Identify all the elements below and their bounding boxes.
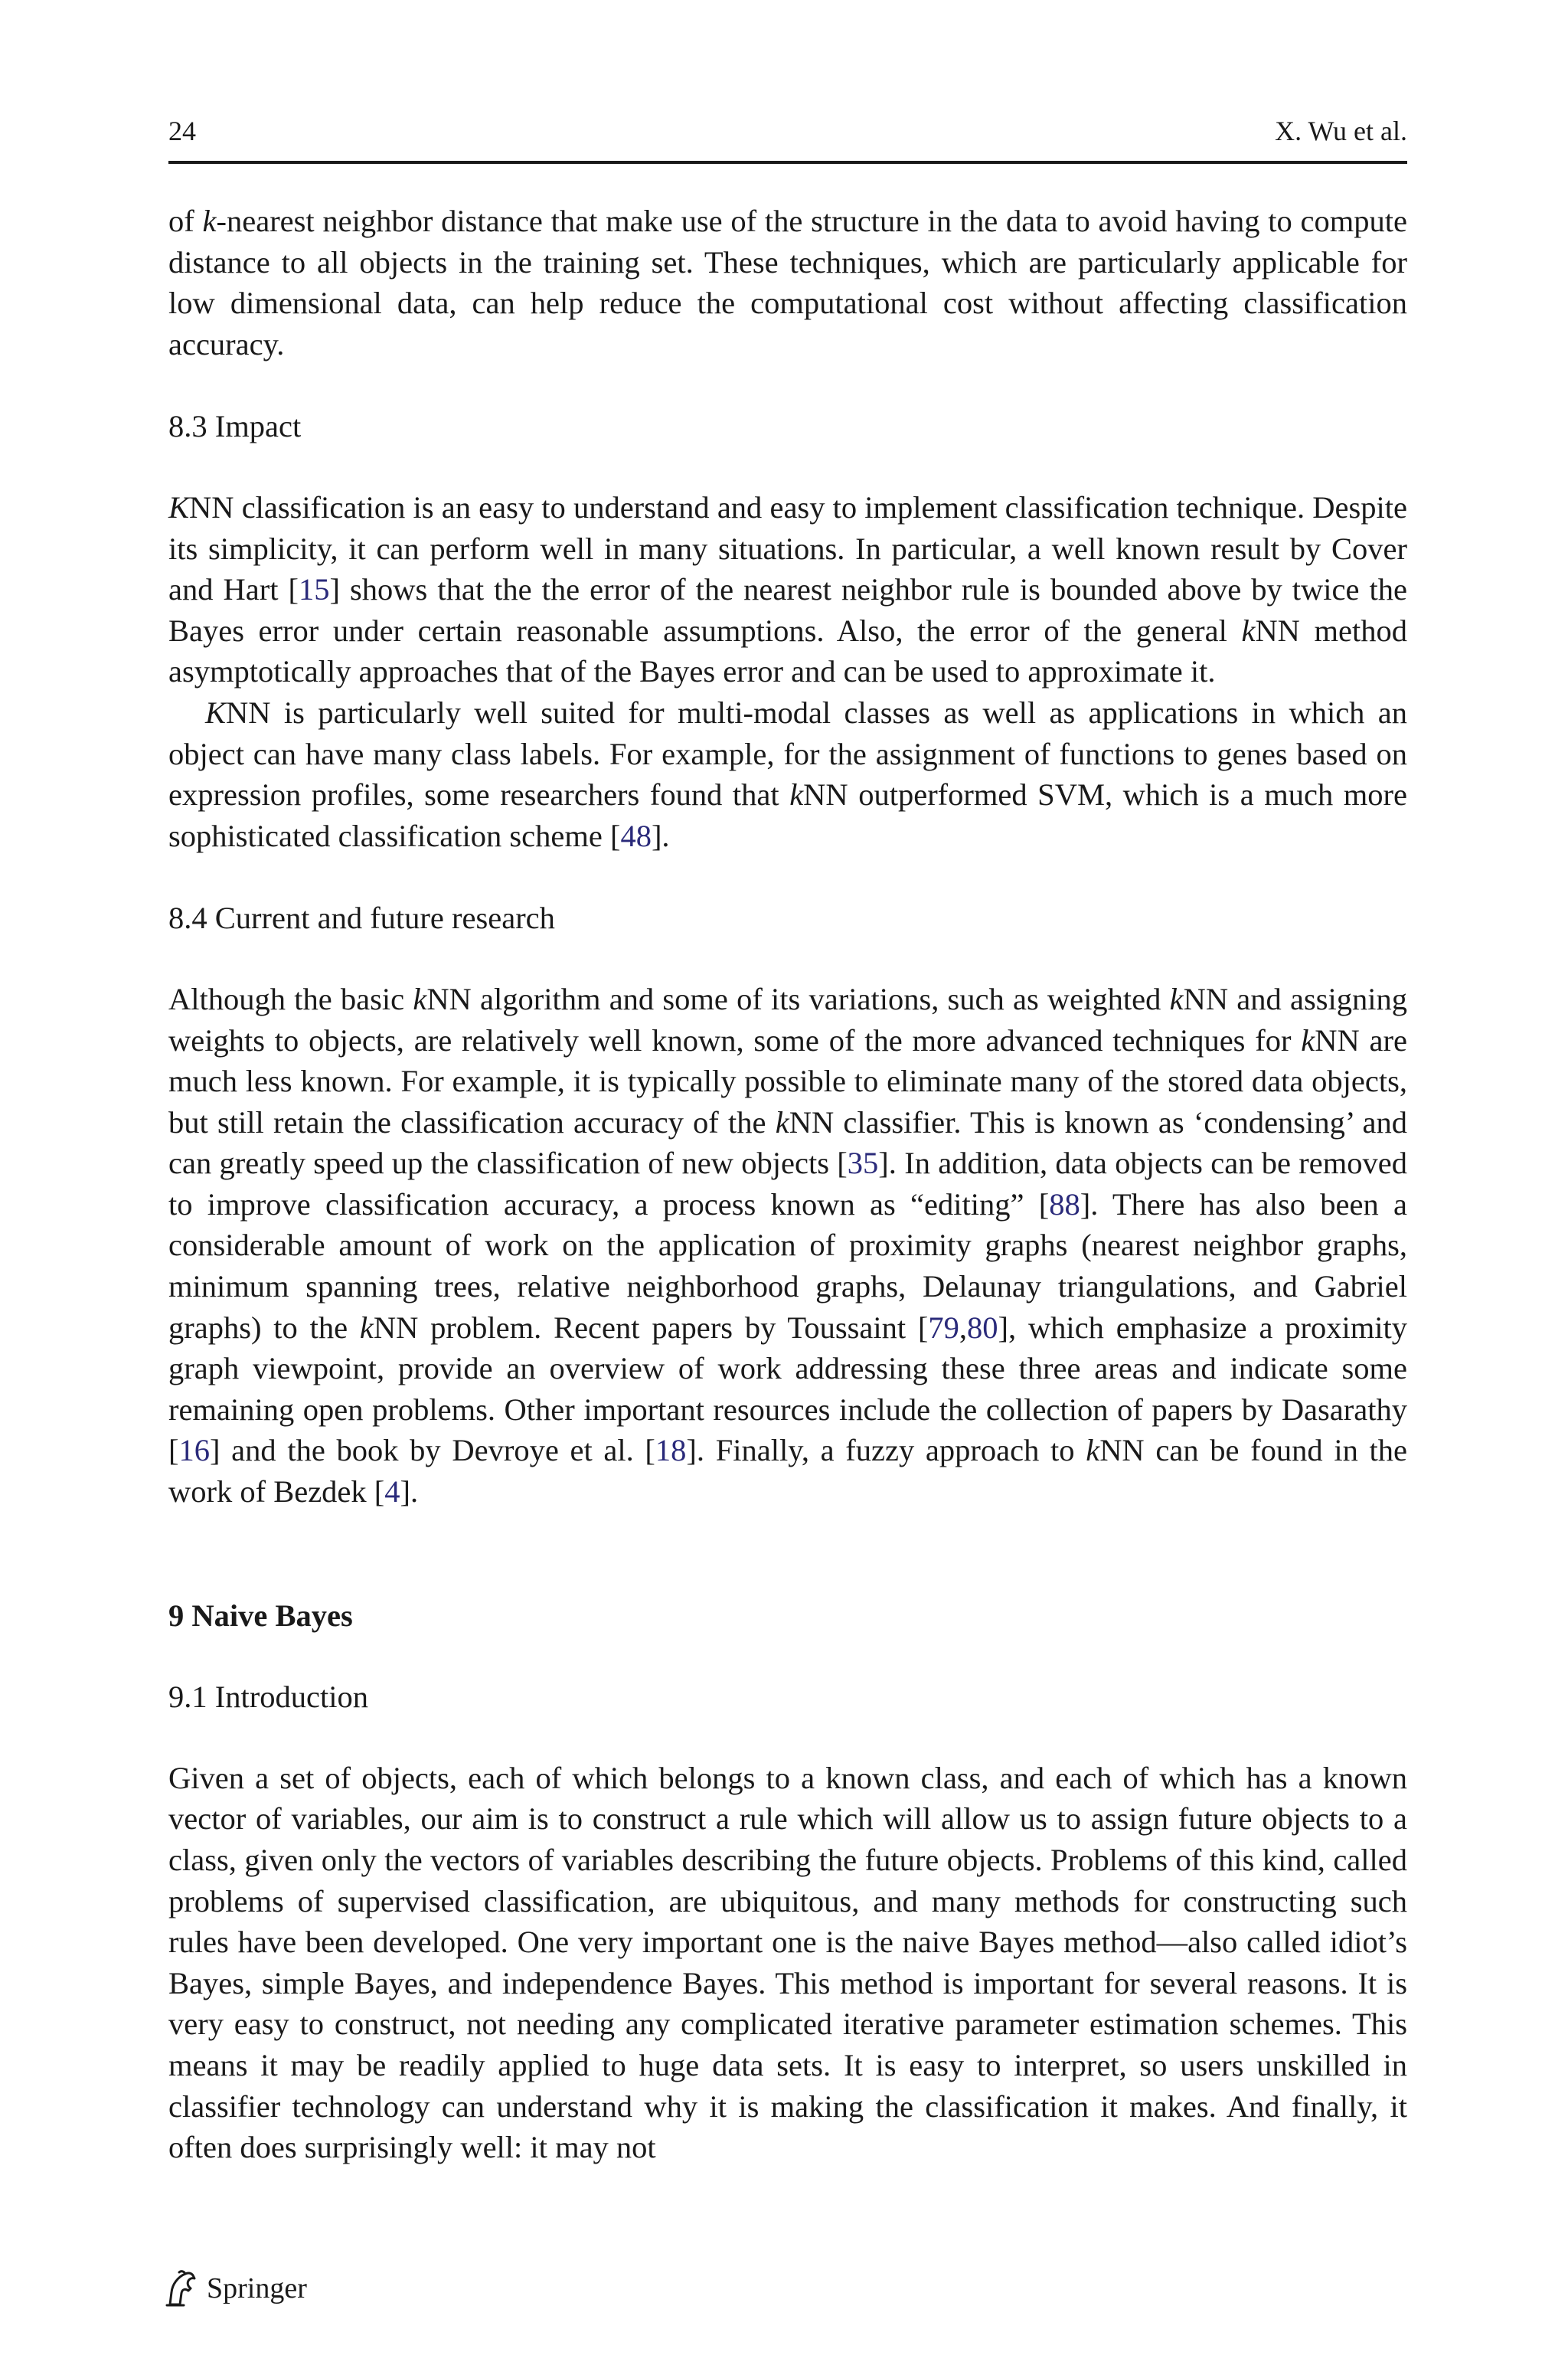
- heading-9-1-introduction: 9.1 Introduction: [168, 1680, 368, 1715]
- citation-link[interactable]: 79: [928, 1310, 959, 1345]
- heading-8-3-impact: 8.3 Impact: [168, 409, 302, 444]
- paragraph-naive-bayes-intro: Given a set of objects, each of which belongs to a known class, and each of which has a known vector of variables, our aim is to construct a rule which will allow us to assign future objects to a class, given only the vectors of variables describing the future objects. Problems of this kind, called problems of supervised classification, are ubiquitous, and many methods for constructing such rules have been developed. One very important one is the naive Bayes method—also called idiot’s Bayes, simple Bayes, and independence Bayes. This method is important for several reasons. It is very easy to construct, not needing any complicated iterative parameter estimation schemes. This means it may be readily applied to huge data sets. It is easy to interpret, so users unskilled in classifier technology can understand why it is making the classification it makes. And finally, it often does surprisingly well: it may not: [168, 1760, 1407, 2165]
- citation-link[interactable]: 16: [178, 1433, 210, 1468]
- springer-logo: [165, 2267, 307, 2310]
- heading-8-4-current-future-research: 8.4 Current and future research: [168, 901, 555, 936]
- citation-link[interactable]: 48: [620, 818, 652, 853]
- paragraph-continuation: of k-nearest neighbor distance that make use of the structure in the data to avoid having to compute distance to all objects in the training set. These techniques, which are particularly applicable for low dimensional data, can help reduce the computational cost without affecting classification accuracy.: [168, 204, 1407, 361]
- running-head: X. Wu et al.: [1275, 116, 1407, 146]
- heading-9-naive-bayes: 9 Naive Bayes: [168, 1598, 353, 1633]
- citation-link[interactable]: 35: [847, 1146, 879, 1181]
- page-header: [168, 115, 1407, 152]
- publisher-name: Springer: [207, 2272, 307, 2304]
- header-rule: [168, 161, 1407, 164]
- paragraph-current-research: Although the basic kNN algorithm and some of its variations, such as weighted kNN and assigning weights to objects, are relatively well known, some of the more advanced techniques for kNN are much less known. For example, it is typically possible to eliminate many of the stored data objects, but still retain the classification accuracy of the kNN classifier. This is known as ‘condensing’ and can greatly speed up the classification of new objects [35]. In addition, data objects can be removed to improve classification accuracy, a process known as “editing” [88]. There has also been a considerable amount of work on the application of proximity graphs (nearest neighbor graphs, minimum spanning trees, relative neighborhood graphs, Delaunay triangulations, and Gabriel graphs) to the kNN problem. Recent papers by Toussaint [79,80], which emphasize a proximity graph viewpoint, provide an overview of work addressing these three areas and indicate some remaining open problems. Other important resources include the collection of papers by Dasarathy [16] and the book by Devroye et al. [18]. Finally, a fuzzy approach to kNN can be found in the work of Bezdek [4].: [168, 981, 1407, 1510]
- citation-link[interactable]: 15: [299, 572, 330, 607]
- body-text: [168, 201, 1407, 2168]
- citation-link[interactable]: 88: [1049, 1186, 1080, 1222]
- springer-horse-icon: [165, 2269, 199, 2308]
- citation-link[interactable]: 18: [655, 1433, 687, 1468]
- citation-link[interactable]: 80: [967, 1310, 998, 1345]
- paragraph-impact-1: KNN classification is an easy to understand and easy to implement classification technique. Despite its simplicity, it can perform well in many situations. In particular, a well known result by Cover and Hart [15] shows that the the error of the nearest neighbor rule is bounded above by twice the Bayes error under certain reasonable assumptions. Also, the error of the general kNN method asymptotically approaches that of the Bayes error and can be used to approximate it.: [168, 489, 1407, 689]
- page-number: 24: [168, 116, 196, 146]
- paragraph-impact-2: KNN is particularly well suited for multi-modal classes as well as applications in which an object can have many class labels. For example, for the assignment of functions to genes based on expression profiles, some researchers found that kNN outperformed SVM, which is a much more sophisticated classification scheme [48].: [168, 695, 1408, 853]
- citation-link[interactable]: 4: [384, 1474, 400, 1510]
